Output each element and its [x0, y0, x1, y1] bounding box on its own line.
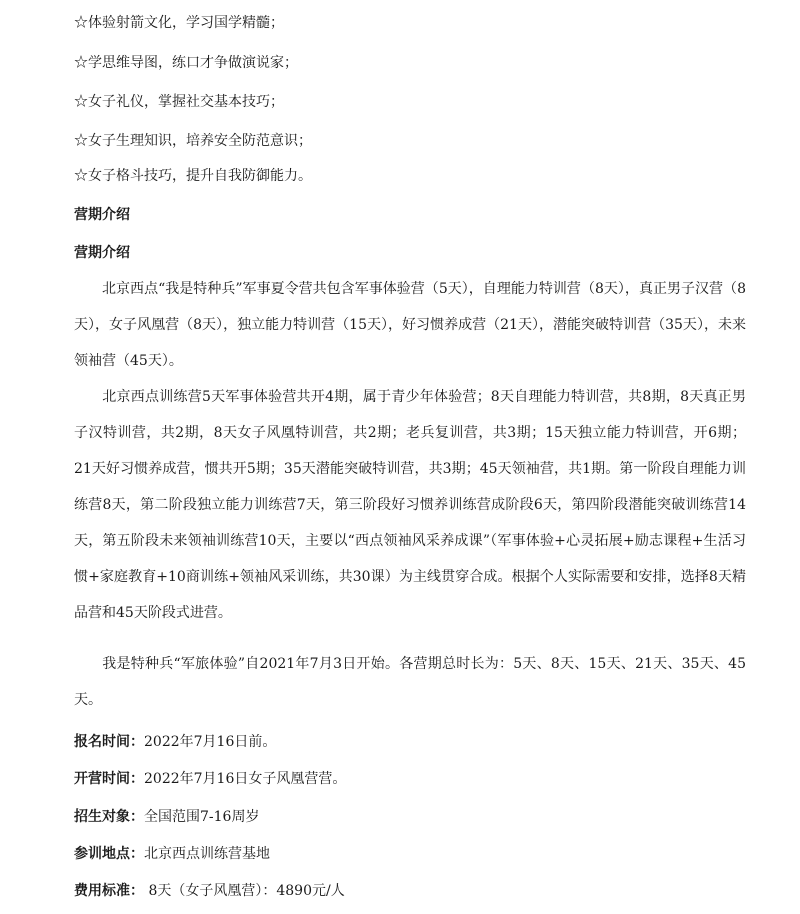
- info-label: 报名时间：: [74, 734, 144, 750]
- bullet-line: ☆体验射箭文化，学习国学精髓；: [74, 15, 284, 31]
- paragraph-text: 北京西点“我是特种兵”军事夏令营共包含军事体验营（5天），自理能力特训营（8天），真正男子汉营（8天），女子风凰营（8天），独立能力特训营（15天），好习惯养成营（21天），潜能突破特训营（35天），未来领袖营（45天）。: [74, 281, 746, 369]
- info-value: 8天（女子风凰营）：4890元/人: [144, 883, 345, 899]
- info-label: 费用标准：: [74, 883, 144, 899]
- bullet-line: ☆学思维导图，练口才争做演说家；: [74, 55, 298, 71]
- bullet-line: ☆女子礼仪，掌握社交基本技巧；: [74, 94, 284, 110]
- info-label: 开营时间：: [74, 771, 144, 787]
- paragraph: [74, 646, 746, 718]
- bullet-line: ☆女子生理知识，培养安全防范意识；: [74, 133, 312, 149]
- paragraph: [74, 271, 746, 379]
- bullet-line: ☆女子格斗技巧，提升自我防御能力。: [74, 168, 312, 184]
- section-heading: 营期介绍: [74, 207, 130, 223]
- info-line: [74, 844, 270, 864]
- info-value: 北京西点训练营基地: [144, 846, 270, 862]
- info-value: 2022年7月16日女子风凰营营。: [144, 771, 347, 787]
- info-label: 招生对象：: [74, 809, 144, 825]
- paragraph: [74, 379, 746, 631]
- info-line: [74, 732, 276, 752]
- info-line: [74, 807, 259, 827]
- info-label: 参训地点：: [74, 846, 144, 862]
- info-line: [74, 881, 345, 901]
- info-value: 2022年7月16日前。: [144, 734, 277, 750]
- section-heading: 营期介绍: [74, 245, 130, 261]
- paragraph-text: 北京西点训练营5天军事体验营共开4期，属于青少年体验营；8天自理能力特训营，共8期，8天真正男子汉特训营，共2期，8天女子风凰特训营，共2期；老兵复训营，共3期；15天独立能力特训营，开6期； 21天好习惯养成营，惯共开5期；35天潜能突破特训营，共3期；45天领袖营，共1期。第一阶段自理能力训练营8天，第二阶段独立能力训练营7天，第三阶段好习惯养训练营成阶段6天，第四阶段潜能突破训练营14天，第五阶段未来领袖训练营10天，主要以“西点领袖风采养成课”（军事体验+心灵拓展+励志课程+生活习惯+家庭教育+10商训练+领袖风采训练，共30课）为主线贯穿合成。根据个人实际需要和安排，选择8天精品营和45天阶段式进营。: [74, 389, 746, 621]
- info-line: [74, 769, 346, 789]
- info-value: 全国范围7-16周岁: [144, 809, 260, 825]
- paragraph-text: 我是特种兵“军旅体验”自2021年7月3日开始。各营期总时长为：5天、8天、15天、21天、35天、45天。: [74, 656, 746, 708]
